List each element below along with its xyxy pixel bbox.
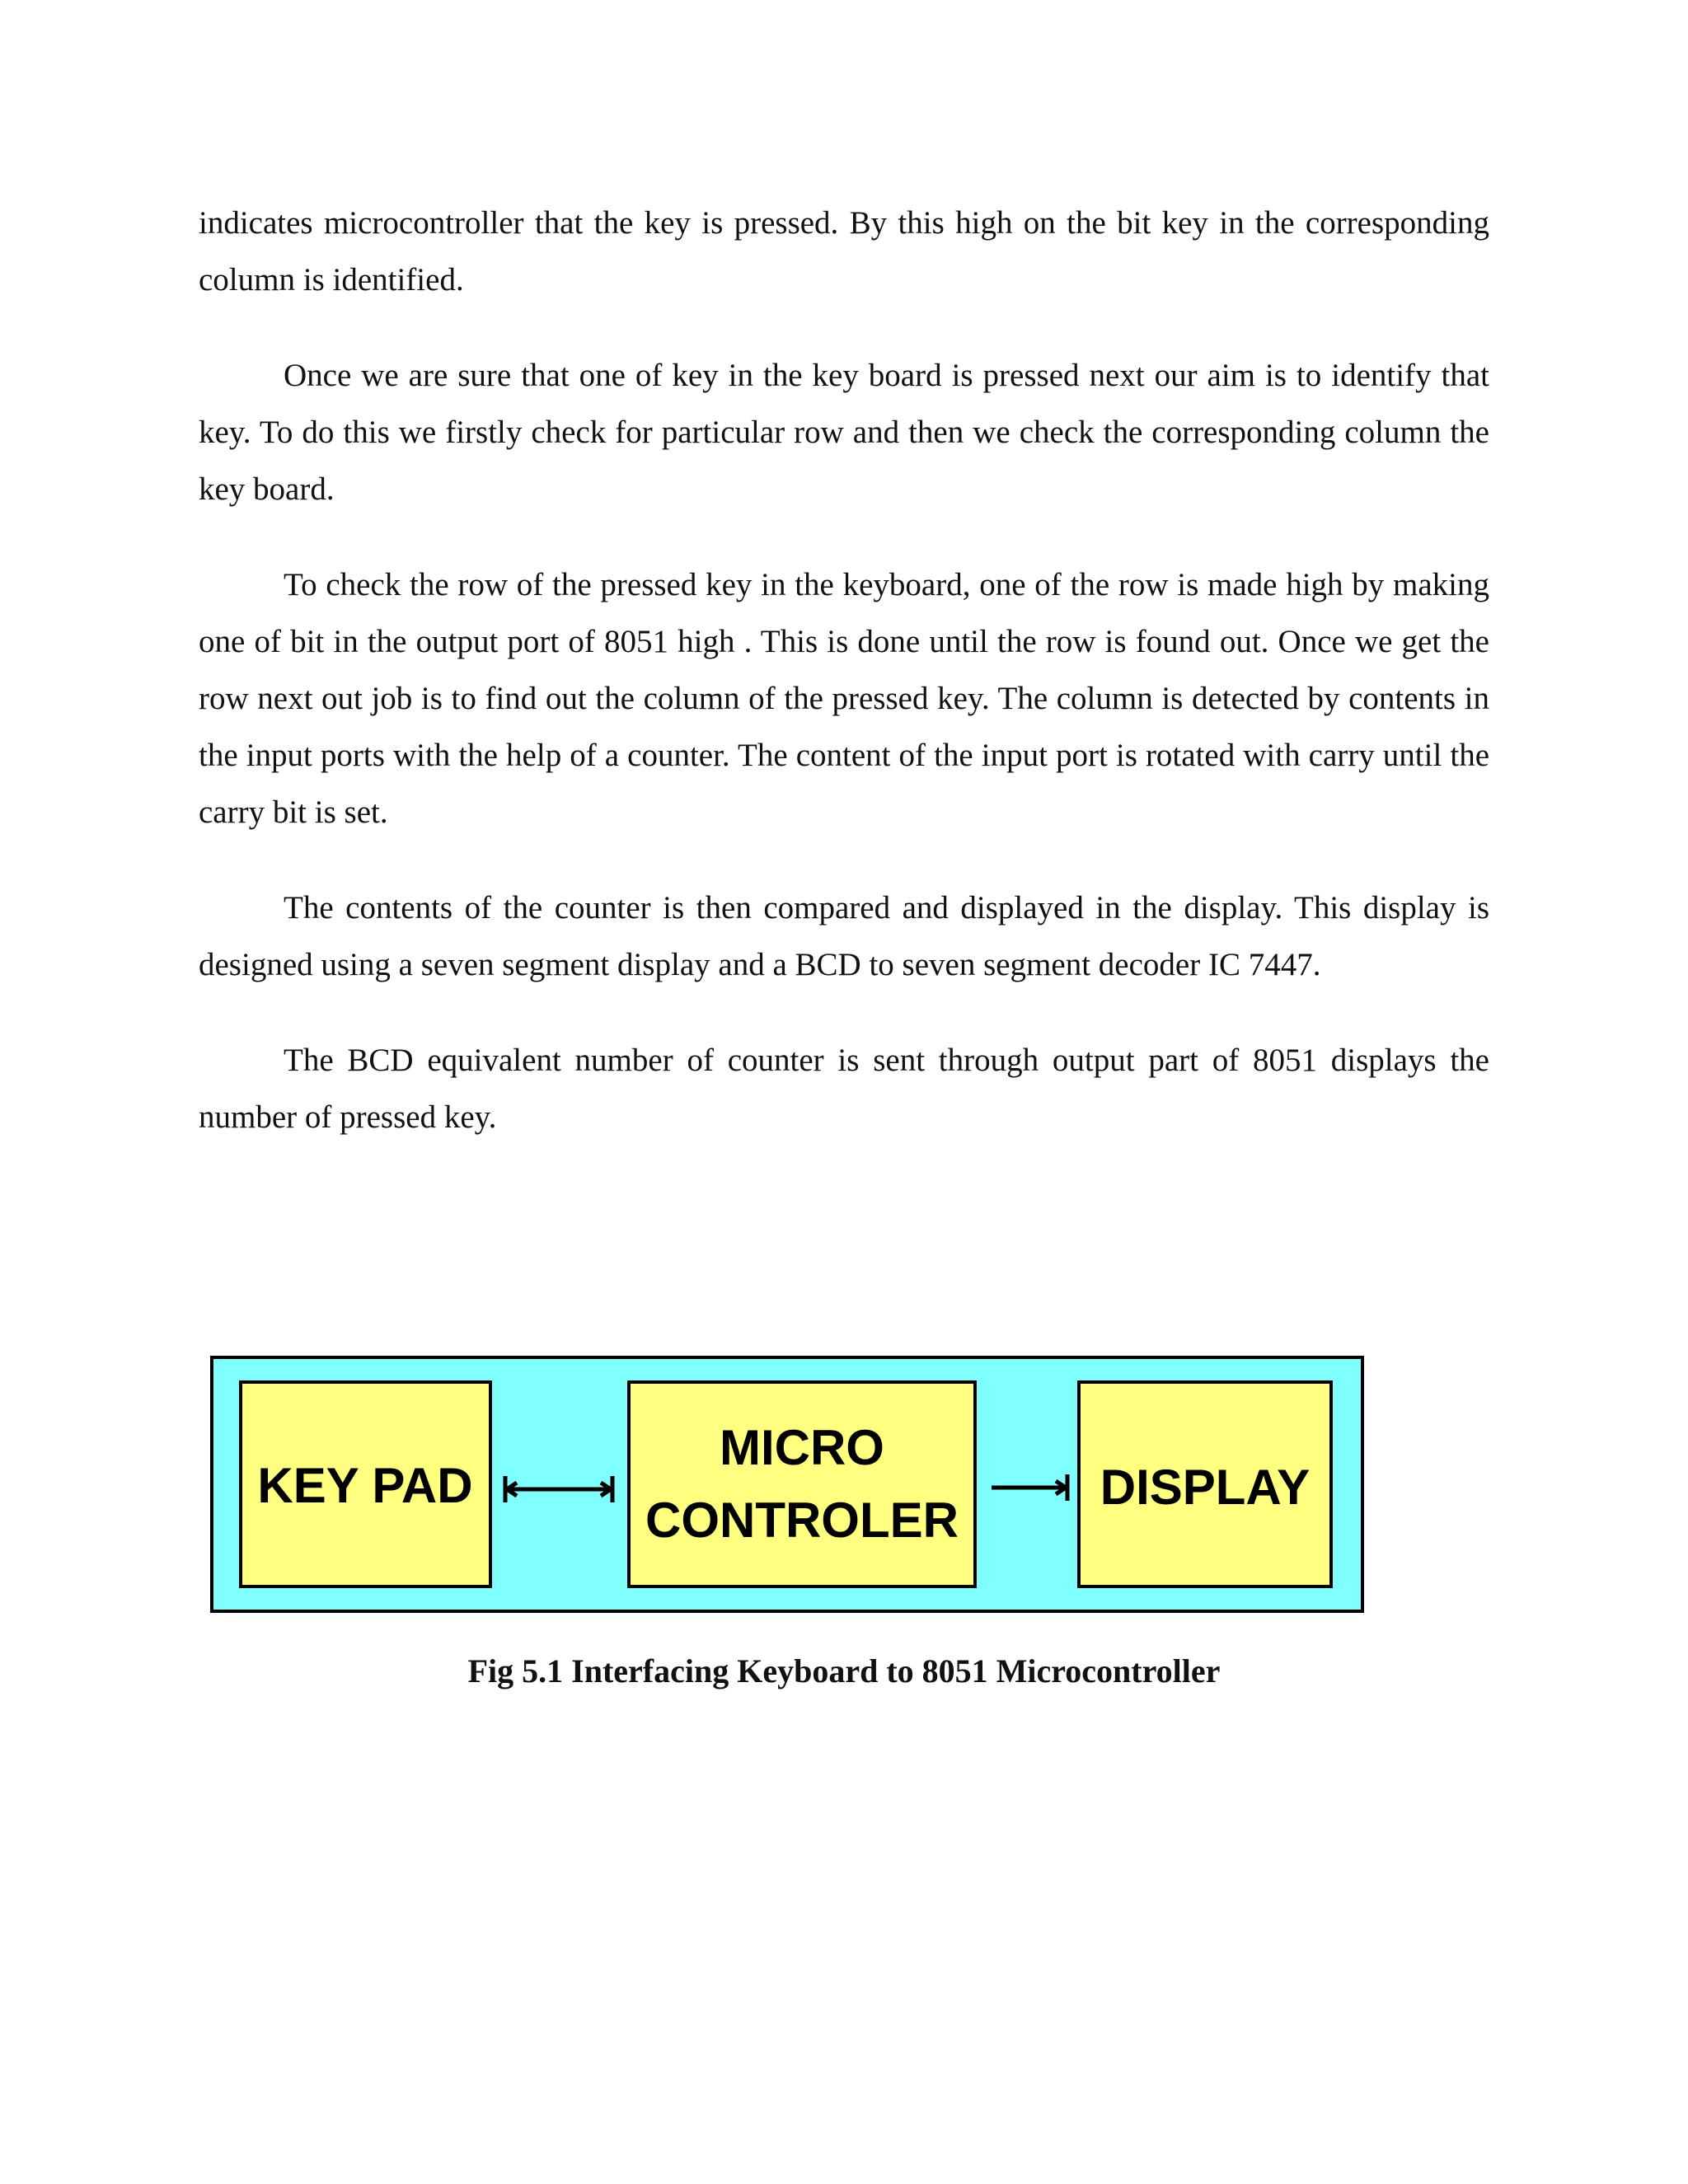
paragraph-gap [199, 518, 1489, 556]
body-text [199, 194, 1489, 1146]
block-diagram [210, 1356, 1364, 1616]
microcontroller-label-line2: CONTROLER [645, 1493, 959, 1548]
display-label: DISPLAY [1100, 1460, 1311, 1515]
paragraph-gap [199, 993, 1489, 1032]
block-diagram-svg [210, 1356, 1364, 1616]
paragraph-2: Once we are sure that one of key in the key board is pressed next our aim is to identify that key. To do this we firstly check for particular row and then we check the corresponding column the key board. [199, 358, 1489, 507]
paragraph-gap [199, 841, 1489, 879]
paragraph-5: The BCD equivalent number of counter is sent through output part of 8051 displays the number of pressed key. [199, 1043, 1489, 1135]
paragraph-3: To check the row of the pressed key in the keyboard, one of the row is made high by making one of bit in the output port of 8051 high . This is done until the row is found out. Once we get the row next out job is to find out the column of the pressed key. The column is detected by contents in the input ports with the help of a counter. The content of the input port is rotated with carry until the carry bit is set. [199, 567, 1489, 830]
microcontroller-block [629, 1382, 975, 1586]
microcontroller-label-line1: MICRO [720, 1420, 884, 1475]
figure-caption: Fig 5.1 Interfacing Keyboard to 8051 Microcontroller [467, 1652, 1221, 1690]
paragraph-1: indicates microcontroller that the key is pressed. By this high on the bit key in the corresponding column is identified. [199, 205, 1489, 298]
keypad-label: KEY PAD [257, 1458, 473, 1513]
paragraph-4: The contents of the counter is then compared and displayed in the display. This display is designed using a seven segment display and a BCD to seven segment decoder IC 7447. [199, 890, 1489, 982]
paragraph-gap [199, 308, 1489, 347]
